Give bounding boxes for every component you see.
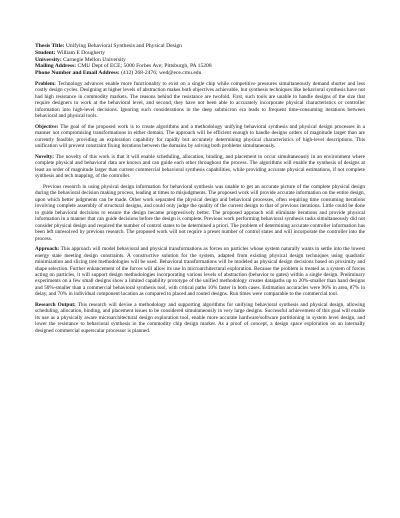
approach-paragraph [35, 246, 365, 298]
student-name: William E Dougherty [56, 49, 106, 56]
student-row [35, 50, 365, 57]
research-output-text: This research will devise a methodology and supporting algorithms for unifying behavioral synthesis and physical design, allowing scheduling, allocation, binding, and placement issues to be considered simultaneously in very large designs. Successful achievement of this goal will enable its use as a physically aware microarchitectural design exploration tool, enable more accurate hardware/software partitioning in system level design, and lower the resistance to behavioral synthesis in the commodity chip design market. As a proof of concept, a design space exploration on an internally designed commercial superscalar processor is planned. [35, 301, 366, 334]
research-output-paragraph [35, 302, 365, 334]
thesis-title: Unifying Behavioral Synthesis and Physical Design [65, 43, 182, 49]
phone-email: (412) 268-2476; wed@ece.cmu.edu [121, 70, 202, 77]
approach-label: Approach: [35, 246, 60, 253]
mailing-label: Mailing Address: [35, 63, 77, 70]
phone-label: Phone Number and Email Address: [35, 70, 120, 77]
thesis-title-row [35, 43, 365, 50]
novelty-text-2: Previous research in using physical design information for behavioral synthesis was unable to get an accurate picture of the complete physical design during the behavioral decision making process, leading at times to misjudgments. The proposed work will provide accurate information on the entire design, upon which better judgments can be made. Other work separated the physical design and behavioral processes, often requiring time consuming iterations involving complete assembly of structural designs, and could only judge the quality of the current design to that of previous iterations. Little could be done to guide behavioral decisions to ensure the design became progressively better. The proposed approach will eliminate iterations and provide physical information in a manner that can guide decisions before the design is complete. Previous work performing behavioral synthesis tasks simultaneously did not consider physical design and required the number of control states to be determined a priori. The problem of determining accurate controller information has been left unresolved by previous research. The proposed work will not require a preset number of control states and will incorporate the controller into the process. [35, 183, 365, 242]
problem-label: Problem: [35, 80, 56, 87]
student-label: Student: [35, 49, 56, 56]
problem-text: Technology advances enable more functionality to exist on a single chip while competitive pressures simultaneously demand shorter and less costly design cycles. Designing at higher levels of abstraction makes both objectives achievable, but synthesis techniques like behavioral synthesis have not had high resistance in commodity markets. The reasons behind the resistance are twofold. First, such tools are unable to handle designs of the size that require designers to work at the behavioral level, and second, they have not been able to accurately incorporate physical characteristics or controller information into high-level decisions. Ignoring such considerations in the deep submicron era leads to frequent time-consuming iterations between behavioral and physical tools. [35, 80, 365, 120]
phone-row [35, 70, 365, 77]
thesis-title-label: Thesis Title: [35, 43, 65, 49]
document-header [35, 43, 365, 77]
novelty-paragraph-2 [35, 184, 365, 242]
novelty-label: Novelty: [35, 153, 54, 160]
mailing-address: CMU Dept of ECE; 5000 Forbes Ave; Pittsburgh, PA 15208 [77, 63, 212, 70]
problem-paragraph [35, 81, 365, 120]
university-label: University: [35, 56, 62, 63]
objective-text: The goal of the proposed work is to create algorithms and a methodology unifying behavioral synthesis and physical design processes in a manner not compromising transformations in either domain. The approach will be efficient enough to handle designs orders of magnitude larger than are currently feasible, providing an exploration capability for rapidly but accurately determining physical characteristics of high-level descriptions. This unification will prevent constraint fixing iterations between the domains by solving both problems simultaneously. [35, 123, 366, 150]
objective-label: Objective: [35, 123, 59, 130]
university-name: Carnegie Mellon University [63, 56, 126, 63]
novelty-paragraph [35, 154, 365, 180]
research-output-label: Research Output: [35, 301, 76, 308]
approach-text: This approach will model behavioral and physical transformations as forces on particles whose system naturally wants to settle into the lowest energy state meeting design constraints. A constructive solution for the system, adapted from existing physical design techniques using quadratic minimization and slicing tree methodologies will be used. Behavioral transformations will be modeled as physical design decisions based on proximity and shape selection. Further enhancement of the forces will allow its use in microarchitectural exploration. Because the problem is treated as a system of forces acting on particles, it will support design methodologies incorporating various levels of abstraction (behavior to gates) within a single design. Preliminary experiments on a few small designs show a limited capability prototype of the unified methodology creates datapaths up to 20%-smaller than hand designs and 50%-smaller than a commercial behavioral synthesis tool, with critical paths 10% faster in both cases. Estimation accuracies were 96% in area, 87% in delay, and 70% in individual component location as compared to placed and routed designs. Run times were comparable to the commercial tool. [35, 246, 365, 298]
novelty-text: The novelty of this work is that it will enable scheduling, allocation, binding, and placement to occur simultaneously in an environment where complete physical and behavioral data are known and can guide each other throughout the process. The algorithms will enable the synthesis of designs at least an order of magnitude larger than current commercial behavioral synthesis capabilities, while providing accurate physical estimations, if not complete synthesis and tech mapping, of the controller. [35, 153, 365, 180]
objective-paragraph [35, 124, 365, 150]
